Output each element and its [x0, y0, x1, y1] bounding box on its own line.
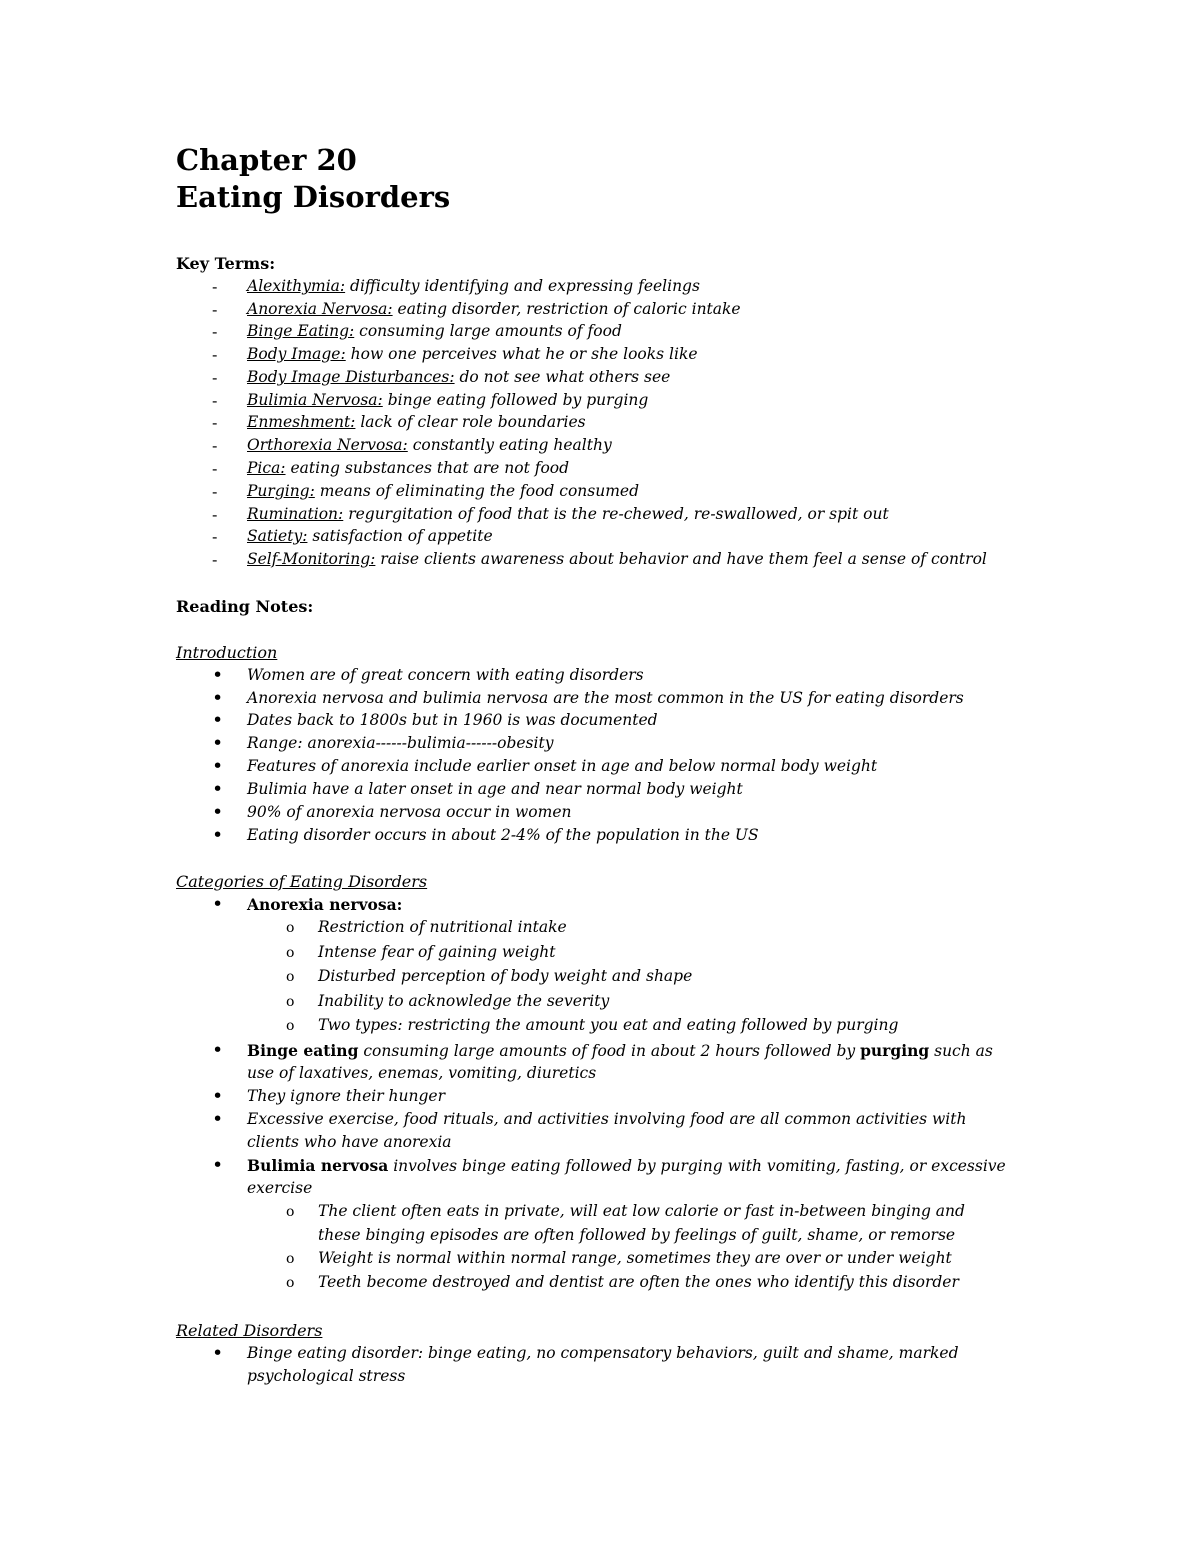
term-label: Satiety:: [247, 527, 308, 545]
term-definition: lack of clear role boundaries: [355, 413, 586, 431]
sub-list-item: Disturbed perception of body weight and shape: [318, 967, 693, 985]
dash-marker: -: [212, 277, 218, 296]
binge-text-end: such as: [929, 1042, 993, 1060]
term-definition: consuming large amounts of food: [354, 322, 622, 340]
key-term-item: [247, 368, 670, 386]
list-item: Range: anorexia------bulimia------obesity: [247, 734, 554, 752]
dash-marker: -: [212, 505, 218, 524]
bullet-marker: •: [212, 893, 224, 915]
sub-list-item: Restriction of nutritional intake: [318, 918, 567, 936]
circle-marker: o: [286, 1018, 295, 1034]
bullet-marker: •: [212, 709, 224, 731]
circle-marker: o: [286, 1251, 295, 1267]
dash-marker: -: [212, 391, 218, 410]
term-definition: eating substances that are not food: [285, 459, 570, 477]
key-term-item: [247, 459, 569, 477]
bullet-marker: •: [212, 1154, 224, 1176]
list-item: [247, 1156, 1006, 1175]
circle-marker: o: [286, 920, 295, 936]
term-definition: regurgitation of food that is the re-chewed, re-swallowed, or spit out: [343, 505, 889, 523]
term-label: Anorexia Nervosa:: [247, 300, 393, 318]
sub-list-item: The client often eats in private, will eat low calorie or fast in-between binging and: [318, 1202, 965, 1220]
key-term-item: [247, 436, 612, 454]
key-term-item: [247, 277, 700, 295]
term-definition: binge eating followed by purging: [382, 391, 649, 409]
dash-marker: -: [212, 482, 218, 501]
key-term-item: [247, 550, 987, 568]
sub-list-item-continuation: these binging episodes are often followed by feelings of guilt, shame, or remorse: [318, 1226, 956, 1244]
list-item-continuation: use of laxatives, enemas, vomiting, diuretics: [247, 1064, 597, 1082]
dash-marker: -: [212, 322, 218, 341]
list-item: 90% of anorexia nervosa occur in women: [247, 803, 572, 821]
term-definition: how one perceives what he or she looks like: [345, 345, 698, 363]
bulimia-label: Bulimia nervosa: [247, 1156, 389, 1175]
term-definition: satisfaction of appetite: [307, 527, 493, 545]
bullet-marker: •: [212, 1085, 224, 1107]
dash-marker: -: [212, 345, 218, 364]
sub-list-item: Intense fear of gaining weight: [318, 943, 556, 961]
dash-marker: -: [212, 300, 218, 319]
term-label: Self-Monitoring:: [247, 550, 376, 568]
reading-notes-heading: Reading Notes:: [176, 597, 314, 616]
sub-list-item: Two types: restricting the amount you eat and eating followed by purging: [318, 1016, 899, 1034]
chapter-number: Chapter 20: [176, 143, 357, 177]
list-item: Bulimia have a later onset in age and near normal body weight: [247, 780, 743, 798]
dash-marker: -: [212, 436, 218, 455]
circle-marker: o: [286, 1204, 295, 1220]
term-definition: means of eliminating the food consumed: [314, 482, 639, 500]
binge-text: consuming large amounts of food in about 2 hours followed by: [358, 1042, 861, 1060]
key-terms-heading: Key Terms:: [176, 254, 276, 273]
key-term-item: [247, 482, 639, 500]
term-label: Binge Eating:: [247, 322, 355, 340]
key-term-item: [247, 391, 648, 409]
key-term-item: [247, 322, 622, 340]
bullet-marker: •: [212, 824, 224, 846]
list-item: Eating disorder occurs in about 2-4% of the population in the US: [247, 826, 759, 844]
term-label: Bulimia Nervosa:: [247, 391, 383, 409]
related-disorders-heading: Related Disorders: [176, 1321, 323, 1340]
list-item: Anorexia nervosa and bulimia nervosa are the most common in the US for eating disorders: [247, 689, 964, 707]
key-term-item: [247, 300, 741, 318]
circle-marker: o: [286, 945, 295, 961]
list-item: Features of anorexia include earlier onset in age and below normal body weight: [247, 757, 878, 775]
key-term-item: [247, 527, 493, 545]
term-definition: eating disorder, restriction of caloric intake: [392, 300, 741, 318]
circle-marker: o: [286, 994, 295, 1010]
term-definition: raise clients awareness about behavior and have them feel a sense of control: [375, 550, 987, 568]
sub-list-item: Weight is normal within normal range, sometimes they are over or under weight: [318, 1249, 952, 1267]
bullet-marker: •: [212, 732, 224, 754]
term-label: Body Image Disturbances:: [247, 368, 455, 386]
list-item: Women are of great concern with eating disorders: [247, 666, 644, 684]
sub-list-item: Teeth become destroyed and dentist are often the ones who identify this disorder: [318, 1273, 959, 1291]
key-term-item: [247, 413, 586, 431]
term-label: Pica:: [247, 459, 286, 477]
introduction-heading: Introduction: [176, 643, 278, 662]
dash-marker: -: [212, 413, 218, 432]
chapter-name: Eating Disorders: [176, 180, 451, 214]
term-definition: difficulty identifying and expressing feelings: [345, 277, 700, 295]
term-definition: do not see what others see: [454, 368, 671, 386]
list-item: Binge eating disorder: binge eating, no compensatory behaviors, guilt and shame, marked: [247, 1344, 959, 1362]
purging-label: purging: [860, 1041, 930, 1060]
bullet-marker: •: [212, 755, 224, 777]
term-label: Purging:: [247, 482, 315, 500]
dash-marker: -: [212, 459, 218, 478]
list-item-continuation: clients who have anorexia: [247, 1133, 452, 1151]
bullet-marker: •: [212, 801, 224, 823]
bullet-marker: •: [212, 664, 224, 686]
term-label: Body Image:: [247, 345, 346, 363]
bulimia-text: involves binge eating followed by purging with vomiting, fasting, or excessive: [388, 1157, 1006, 1175]
list-item-continuation: psychological stress: [247, 1367, 406, 1385]
dash-marker: -: [212, 368, 218, 387]
term-definition: constantly eating healthy: [407, 436, 612, 454]
list-item-continuation: exercise: [247, 1179, 313, 1197]
term-label: Orthorexia Nervosa:: [247, 436, 408, 454]
term-label: Rumination:: [247, 505, 344, 523]
chapter-title: [176, 142, 450, 216]
bullet-marker: •: [212, 687, 224, 709]
dash-marker: -: [212, 550, 218, 569]
sub-list-item: Inability to acknowledge the severity: [318, 992, 610, 1010]
bullet-marker: •: [212, 778, 224, 800]
bullet-marker: •: [212, 1039, 224, 1061]
circle-marker: o: [286, 1275, 295, 1291]
term-label: Alexithymia:: [247, 277, 346, 295]
bullet-marker: •: [212, 1342, 224, 1364]
circle-marker: o: [286, 969, 295, 985]
list-item: [247, 1041, 993, 1060]
bullet-marker: •: [212, 1108, 224, 1130]
list-item: They ignore their hunger: [247, 1087, 446, 1105]
term-label: Enmeshment:: [247, 413, 356, 431]
binge-label: Binge eating: [247, 1041, 359, 1060]
key-term-item: [247, 345, 698, 363]
list-item: Dates back to 1800s but in 1960 is was documented: [247, 711, 658, 729]
key-term-item: [247, 505, 889, 523]
list-item: Excessive exercise, food rituals, and activities involving food are all common activities with: [247, 1110, 967, 1128]
anorexia-label: Anorexia nervosa:: [247, 895, 403, 914]
dash-marker: -: [212, 527, 218, 546]
categories-heading: Categories of Eating Disorders: [176, 872, 428, 891]
